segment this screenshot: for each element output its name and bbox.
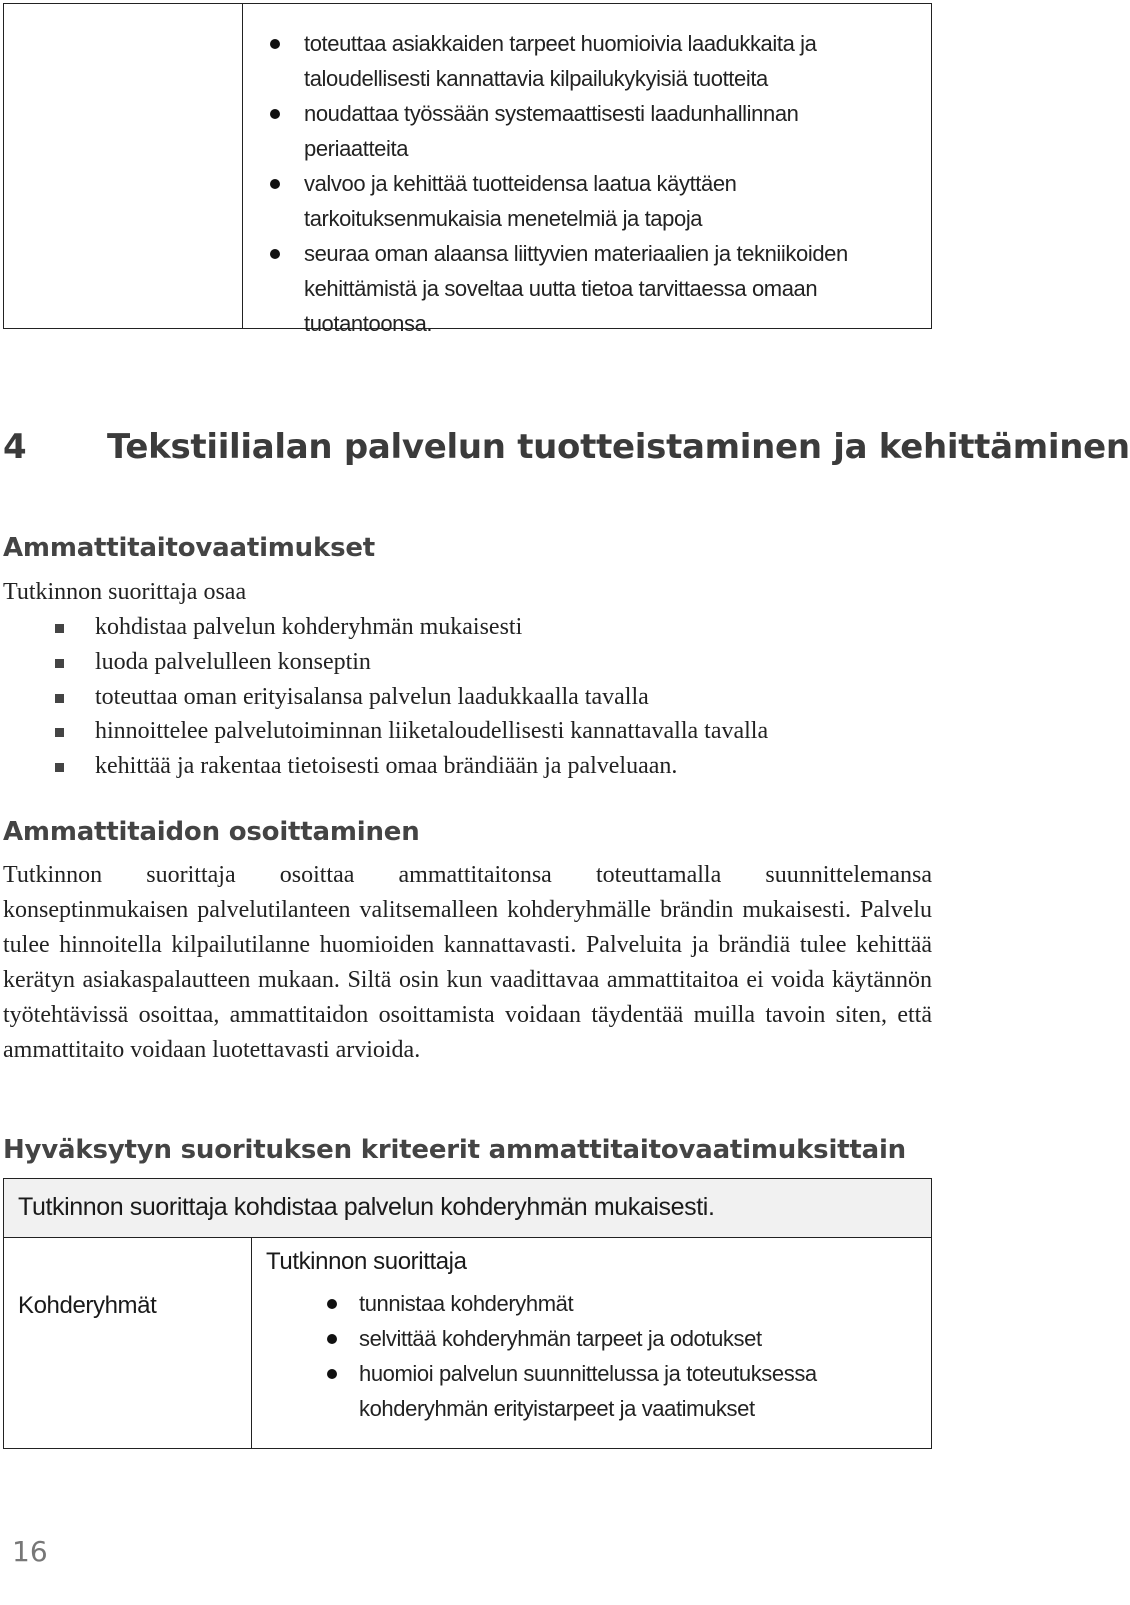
criteria-right-header: Tutkinnon suorittaja (266, 1248, 467, 1275)
requirements-intro: Tutkinnon suorittaja osaa (3, 579, 247, 605)
previous-criteria-table (3, 3, 932, 336)
criteria-table (3, 1178, 932, 1449)
criteria-bullet-list (304, 26, 904, 341)
table-column-divider (242, 4, 243, 328)
chapter-title: Tekstiilialan palvelun tuotteistaminen ja kehittäminen (107, 427, 1130, 467)
criteria-bullet: toteuttaa asiakkaiden tarpeet huomioivia laadukkaita ja taloudellisesti kannattavia kilpailukykyisiä tuotteita (258, 26, 904, 96)
chapter-number: 4 (3, 427, 27, 467)
criteria-heading: Hyväksytyn suorituksen kriteerit ammattitaitovaatimuksittain (3, 1135, 906, 1165)
criteria-left-cell: Kohderyhmät (18, 1292, 157, 1319)
criteria-bullet: noudattaa työssään systemaattisesti laadunhallinnan periaatteita (258, 96, 904, 166)
requirements-heading: Ammattitaitovaatimukset (3, 533, 376, 563)
requirement-item: luoda palvelulleen konseptin (95, 645, 768, 680)
chapter-heading (3, 424, 1130, 470)
demonstration-paragraph: Tutkinnon suorittaja osoittaa ammattitaitonsa toteuttamalla suunnittelemansa konseptinmukaisen palvelutilanteen valitsemalleen kohderyhmälle brändin mukaisesti. Palvelu tulee hinnoitella kilpailutilanne huomioiden kannattavasti. Palveluita ja brändiä tulee kehittää kerätyn asiakaspalautteen mukaan. Siltä osin kun vaadittavaa ammattitaitoa ei voida käytännön työtehtävissä osoittaa, ammattitaidon osoittamista voidaan täydentää muilla tavoin siten, että ammattitaito voidaan luotettavasti arvioida. (3, 862, 932, 1063)
table-column-divider (251, 1237, 252, 1448)
criteria-bullet: valvoo ja kehittää tuotteidensa laatua käyttäen tarkoituksenmukaisia menetelmiä ja tapoja (258, 166, 904, 236)
criteria-table-header: Tutkinnon suorittaja kohdistaa palvelun kohderyhmän mukaisesti. (4, 1179, 931, 1238)
requirements-list (95, 610, 768, 784)
demonstration-heading: Ammattitaidon osoittaminen (3, 817, 420, 847)
criteria-bullet: seuraa oman alaansa liittyvien materiaalien ja tekniikoiden kehittämistä ja soveltaa uutta tietoa tarvittaessa omaan tuotantoonsa. (258, 236, 904, 341)
requirement-item: kehittää ja rakentaa tietoisesti omaa brändiään ja palveluaan. (95, 749, 768, 784)
requirement-item: toteuttaa oman erityisalansa palvelun laadukkaalla tavalla (95, 680, 768, 715)
page-number: 16 (12, 1535, 48, 1568)
requirement-item: hinnoittelee palvelutoiminnan liiketaloudellisesti kannattavalla tavalla (95, 714, 768, 749)
criteria-bullet-list (359, 1286, 919, 1426)
criteria-bullet: tunnistaa kohderyhmät (359, 1286, 919, 1321)
criteria-bullet: huomioi palvelun suunnittelussa ja toteutuksessa kohderyhmän erityistarpeet ja vaatimukset (359, 1356, 919, 1426)
requirement-item: kohdistaa palvelun kohderyhmän mukaisesti (95, 610, 768, 645)
criteria-bullet: selvittää kohderyhmän tarpeet ja odotukset (359, 1321, 919, 1356)
